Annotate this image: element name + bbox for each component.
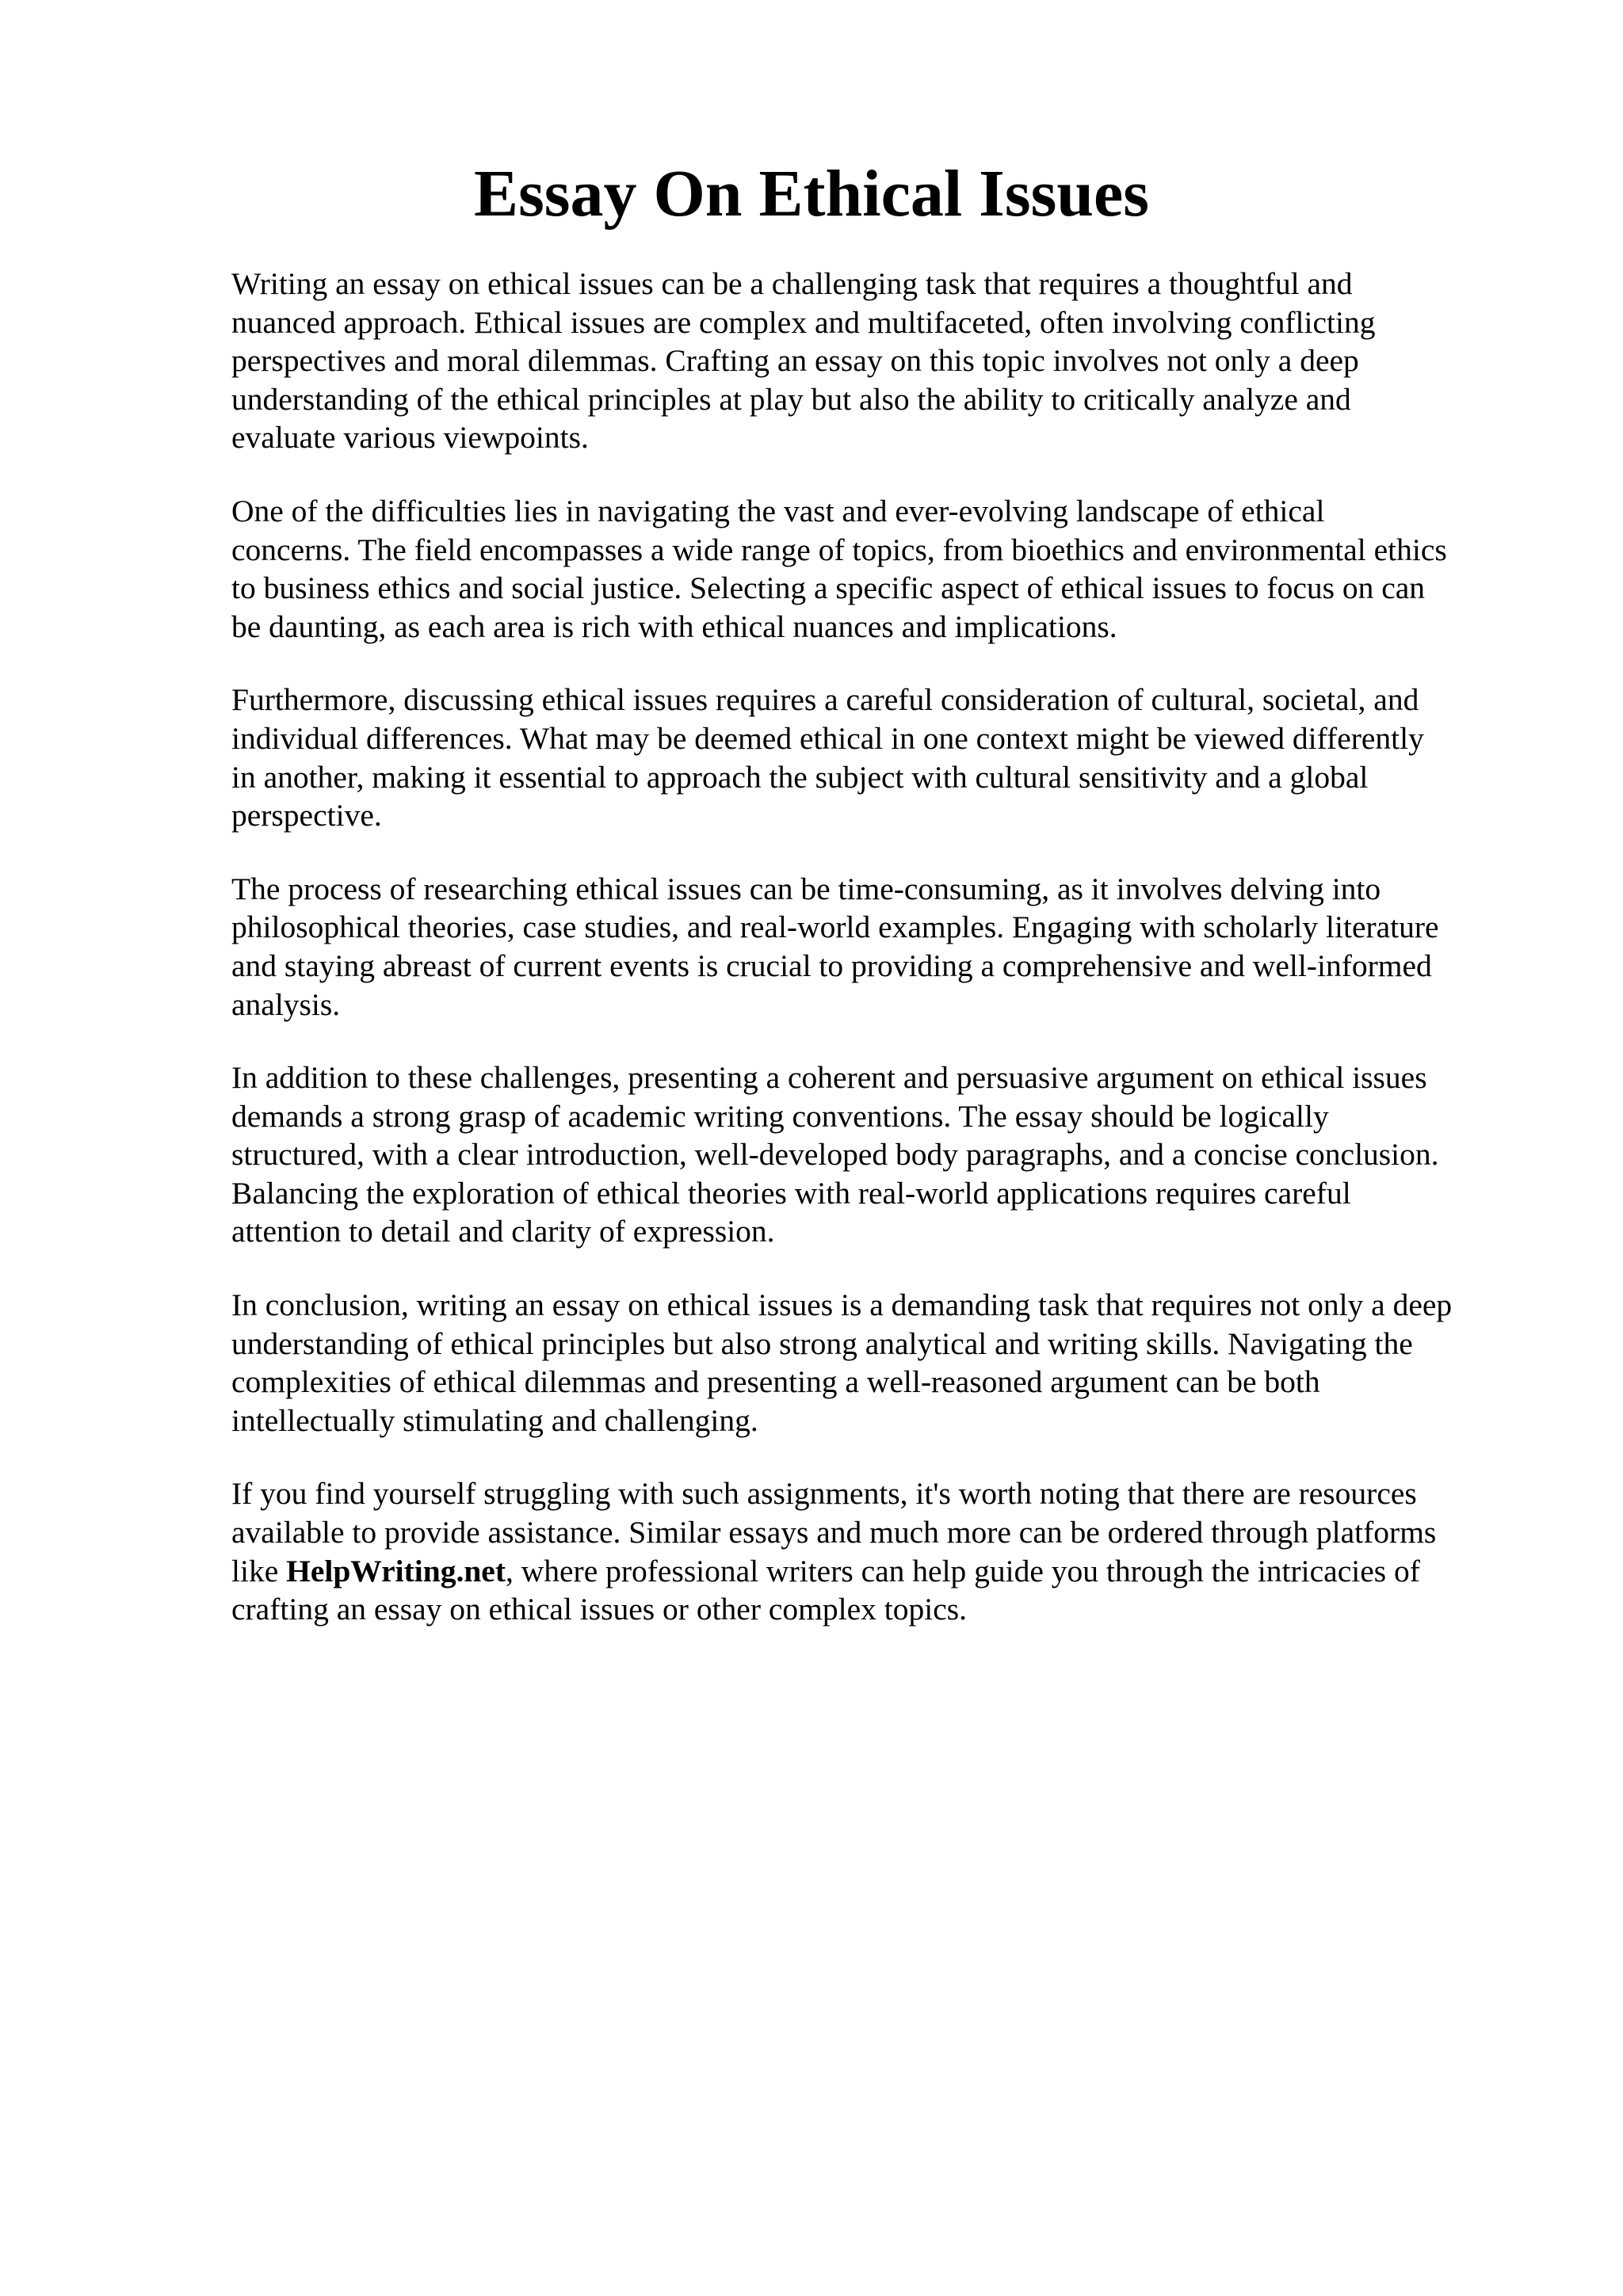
paragraph-line: demands a strong grasp of academic writing conventions. The essay should be logically: [231, 1098, 1329, 1134]
helpwriting-link[interactable]: HelpWriting.net: [286, 1553, 506, 1589]
paragraph-line: intellectually stimulating and challenging.: [231, 1402, 758, 1438]
paragraph-line: evaluate various viewpoints.: [231, 420, 589, 456]
paragraph-line: available to provide assistance. Similar essays and much more can be ordered through platforms: [231, 1515, 1437, 1550]
paragraph-1: [231, 265, 1515, 457]
paragraph-line: and staying abreast of current events is crucial to providing a comprehensive and well-informed: [231, 948, 1432, 983]
paragraph-line: to business ethics and social justice. Selecting a specific aspect of ethical issues to focus on can: [231, 570, 1426, 606]
paragraph-line: nuanced approach. Ethical issues are complex and multifaceted, often involving conflicting: [231, 304, 1376, 340]
essay-body: [231, 265, 1515, 1664]
paragraph-7: [231, 1474, 1515, 1628]
page-title: Essay On Ethical Issues: [474, 157, 1149, 231]
paragraph-line: understanding of the ethical principles at play but also the ability to critically analyze and: [231, 381, 1351, 417]
paragraph-line: In addition to these challenges, presenting a coherent and persuasive argument on ethical issues: [231, 1060, 1427, 1096]
paragraph-line: in another, making it essential to approach the subject with cultural sensitivity and a global: [231, 759, 1369, 795]
paragraph-line: One of the difficulties lies in navigating the vast and ever-evolving landscape of ethical: [231, 493, 1325, 528]
paragraph-line: In conclusion, writing an essay on ethical issues is a demanding task that requires not only a deep: [231, 1287, 1453, 1323]
paragraph-line: philosophical theories, case studies, and real-world examples. Engaging with scholarly literature: [231, 910, 1439, 945]
paragraph-line: The process of researching ethical issues can be time-consuming, as it involves delving into: [231, 871, 1381, 906]
paragraph-line: understanding of ethical principles but also strong analytical and writing skills. Navigating the: [231, 1325, 1413, 1361]
paragraph-2: [231, 492, 1515, 646]
paragraph-line: Balancing the exploration of ethical theories with real-world applications requires careful: [231, 1175, 1351, 1211]
paragraph-3: [231, 681, 1515, 834]
paragraph-line: Furthermore, discussing ethical issues requires a careful consideration of cultural, societal, and: [231, 682, 1419, 718]
paragraph-line: individual differences. What may be deemed ethical in one context might be viewed differently: [231, 720, 1424, 756]
paragraph-line: If you find yourself struggling with such assignments, it's worth noting that there are resources: [231, 1476, 1417, 1512]
paragraph-line: complexities of ethical dilemmas and presenting a well-reasoned argument can be both: [231, 1364, 1320, 1400]
paragraph-5: [231, 1058, 1515, 1251]
line-suffix: , where professional writers can help guide you through the intricacies of: [505, 1553, 1420, 1589]
paragraph-line: analysis.: [231, 986, 341, 1022]
paragraph-line: be daunting, as each area is rich with ethical nuances and implications.: [231, 608, 1117, 644]
paragraph-line: Writing an essay on ethical issues can be a challenging task that requires a thoughtful and: [231, 266, 1353, 301]
paragraph-line: concerns. The field encompasses a wide range of topics, from bioethics and environmental ethics: [231, 532, 1447, 567]
paragraph-line: structured, with a clear introduction, well-developed body paragraphs, and a concise conclusion.: [231, 1137, 1439, 1173]
paragraph-4: [231, 870, 1515, 1024]
paragraph-6: [231, 1286, 1515, 1440]
paragraph-line: crafting an essay on ethical issues or other complex topics.: [231, 1592, 967, 1627]
paragraph-line: perspectives and moral dilemmas. Crafting an essay on this topic involves not only a deep: [231, 343, 1359, 379]
paragraph-line: [231, 1552, 1515, 1591]
paragraph-line: attention to detail and clarity of expression.: [231, 1214, 775, 1249]
paragraph-line: perspective.: [231, 798, 382, 833]
line-prefix: like: [231, 1553, 287, 1589]
